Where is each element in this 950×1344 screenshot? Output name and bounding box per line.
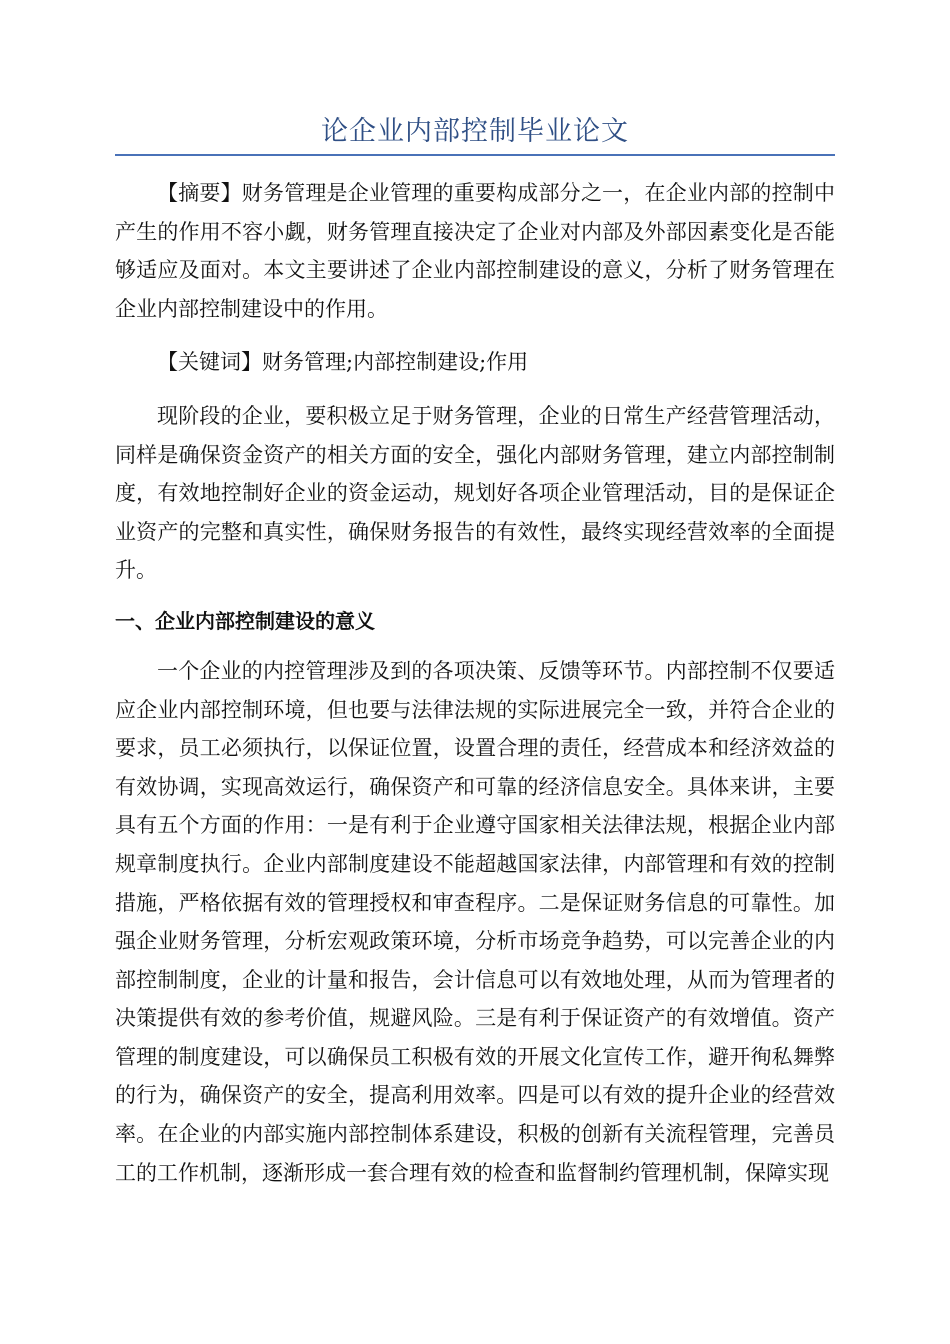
keywords-paragraph: 【关键词】财务管理;内部控制建设;作用 <box>157 350 529 375</box>
intro-paragraph: 现阶段的企业，要积极立足于财务管理，企业的日常生产经营管理活动，同样是确保资金资产的相关方面的安全，强化内部财务管理，建立内部控制制度，有效地控制好企业的资金运动，规划好各项企业管理活动，目的是保证企业资产的完整和真实性，确保财务报告的有效性，最终实现经营效率的全面提升。 <box>115 403 835 583</box>
document-body <box>115 174 835 1192</box>
document-title: 论企业内部控制毕业论文 <box>321 116 629 147</box>
title-underline <box>115 154 835 156</box>
section-heading-1: 一、企业内部控制建设的意义 <box>115 608 375 633</box>
abstract-paragraph: 【摘要】财务管理是企业管理的重要构成部分之一，在企业内部的控制中产生的作用不容小觑，财务管理直接决定了企业对内部及外部因素变化是否能够适应及面对。本文主要讲述了企业内部控制建设的意义，分析了财务管理在企业内部控制建设中的作用。 <box>115 181 835 321</box>
section-1-paragraph: 一个企业的内控管理涉及到的各项决策、反馈等环节。内部控制不仅要适应企业内部控制环境，但也要与法律法规的实际进展完全一致，并符合企业的要求，员工必须执行，以保证位置，设置合理的责任，经营成本和经济效益的有效协调，实现高效运行，确保资产和可靠的经济信息安全。具体来讲，主要具有五个方面的作用：一是有利于企业遵守国家相关法律法规，根据企业内部规章制度执行。企业内部制度建设不能超越国家法律，内部管理和有效的控制措施，严格依据有效的管理授权和审查程序。二是保证财务信息的可靠性。加强企业财务管理，分析宏观政策环境，分析市场竞争趋势，可以完善企业的内部控制制度，企业的计量和报告，会计信息可以有效地处理，从而为管理者的决策提供有效的参考价值，规避风险。三是有利于保证资产的有效增值。资产管理的制度建设，可以确保员工积极有效的开展文化宣传工作，避开徇私舞弊的行为，确保资产的安全，提高利用效率。四是可以有效的提升企业的经营效率。在企业的内部实施内部控制体系建设，积极的创新有关流程管理，完善员工的工作机制，逐渐形成一套合理有效的检查和监督制约管理机制，保障实现 <box>115 658 835 1185</box>
